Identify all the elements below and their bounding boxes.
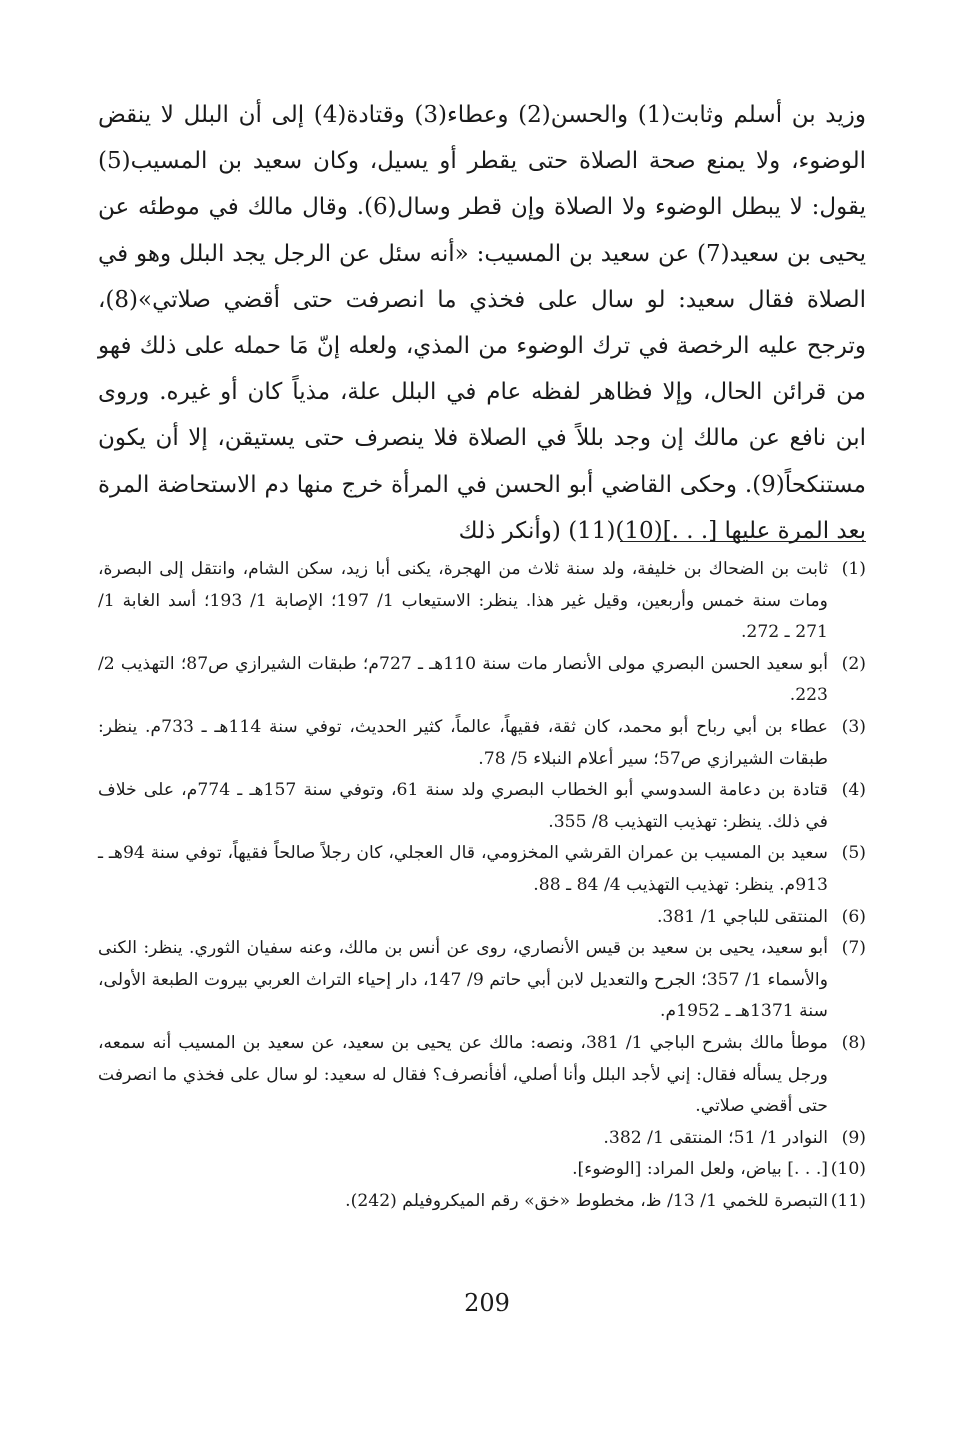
footnote-number: (2)	[841, 653, 866, 674]
footnote-text: أبو سعيد الحسن البصري مولى الأنصار مات سنة 110هـ ـ 727م؛ طبقات الشيرازي ص87؛ التهذيب 2/ 223.	[98, 653, 828, 706]
footnote-number: (11)	[830, 1190, 866, 1211]
footnote-text: ثابت بن الضحاك بن خليفة، ولد سنة ثلاث من الهجرة، يكنى أبا زيد، سكن الشام، وانتقل إلى البصرة، ومات سنة خمس وأربعين، وقيل غير هذا. ينظر: الاستيعاب 1/ 197؛ الإصابة 1/ 193؛ أسد الغابة 1/ 271 ـ 272.	[98, 559, 828, 643]
main-text-body	[98, 92, 866, 554]
footnotes-section	[98, 554, 866, 1217]
footnote-text: المنتقى للباجي 1/ 381.	[656, 906, 828, 927]
footnote-text: موطأ مالك بشرح الباجي 1/ 381، ونصه: مالك عن يحيى بن سعيد، عن سعيد بن المسيب أنه سمعه، ورجل يسأله فقال: إني لأجد البلل وأنا أصلي، أفأنصرف؟ فقال له سعيد: لو سال على فخذي ما انصرفت حتى أقضي صلاتي.	[98, 1032, 828, 1117]
footnote-11	[98, 1186, 866, 1218]
footnote-number: (5)	[841, 843, 866, 864]
footnote-text: النوادر 1/ 51؛ المنتقى 1/ 382.	[603, 1127, 828, 1148]
footnote-number: (3)	[841, 716, 866, 737]
footnote-number: (8)	[841, 1032, 866, 1053]
footnote-3	[98, 712, 866, 775]
footnote-number: (9)	[841, 1127, 866, 1148]
footnote-9	[98, 1123, 866, 1155]
footnote-text: عطاء بن أبي رباح أبو محمد، كان ثقة، فقيهاً، عالماً، كثير الحديث، توفي سنة 114هـ ـ 733م. ينظر: طبقات الشيرازي ص57؛ سير أعلام النبلاء 5/ 78.	[98, 716, 828, 769]
footnote-4	[98, 775, 866, 838]
footnote-text: سعيد بن المسيب بن عمران القرشي المخزومي، قال العجلي، كان رجلاً صالحاً فقيهاً، توفي سنة 94هـ ـ 913م. ينظر: تهذيب التهذيب 4/ 84 ـ 88.	[98, 843, 828, 895]
footnote-1	[98, 554, 866, 649]
footnote-number: (6)	[841, 906, 866, 927]
footnote-number: (4)	[841, 780, 866, 801]
footnote-number: (7)	[841, 938, 866, 959]
page-number: 209	[464, 1289, 510, 1317]
footnote-text: قتادة بن دعامة السدوسي أبو الخطاب البصري ولد سنة 61، وتوفي سنة 157هـ ـ 774م، على خلاف في ذلك. ينظر: تهذيب التهذيب 8/ 355.	[98, 780, 828, 832]
footnote-divider	[620, 541, 866, 542]
footnote-5	[98, 838, 866, 901]
footnote-7	[98, 933, 866, 1028]
footnote-text: التبصرة للخمي 1/ 13/ ظ، مخطوط «خق» رقم الميكروفيلم (242).	[345, 1190, 828, 1211]
footnote-6	[98, 902, 866, 934]
footnote-number: (10)	[830, 1159, 866, 1180]
footnote-text: أبو سعيد، يحيى بن سعيد بن قيس الأنصاري، روى عن أنس بن مالك، وعنه سفيان الثوري. ينظر: الكنى والأسماء 1/ 357؛ الجرح والتعديل لابن أبي حاتم 9/ 147، دار إحياء التراث العربي بيروت الطبعة الأولى، سنة 1371هـ ـ 1952م.	[98, 938, 828, 1022]
footnote-text: [. . .] بياض، ولعل المراد: [الوضوء].	[572, 1159, 828, 1180]
main-paragraph: وزيد بن أسلم وثابت(1) والحسن(2) وعطاء(3) وقتادة(4) إلى أن البلل لا ينقض الوضوء، ولا يمنع صحة الصلاة حتى يقطر أو يسيل، وكان سعيد بن المسيب(5) يقول: لا يبطل الوضوء ولا الصلاة وإن قطر وسال(6). وقال مالك في موطئه عن يحيى بن سعيد(7) عن سعيد بن المسيب: «أنه سئل عن الرجل يجد البلل وهو في الصلاة فقال سعيد: لو سال على فخذي ما انصرفت حتى أقضي صلاتي»(8)، وترجح عليه الرخصة في ترك الوضوء من المذي، ولعله إنّ مَا حمله على ذلك فهو من قرائن الحال، وإلا فظاهر لفظه عام في البلل علة، مذياً كان أو غيره. وروى ابن نافع عن مالك إن وجد بللاً في الصلاة فلا ينصرف حتى يستيقن، إلا أن يكون مستنكحاً(9). وحكى القاضي أبو الحسن في المرأة خرج منها دم الاستحاضة المرة بعد المرة عليها [. . .](10)(11) (وأنكر ذلك	[98, 102, 867, 544]
footnote-number: (1)	[841, 559, 866, 579]
footnote-8	[98, 1028, 866, 1123]
footnote-10	[98, 1154, 866, 1186]
footnote-2	[98, 649, 866, 712]
